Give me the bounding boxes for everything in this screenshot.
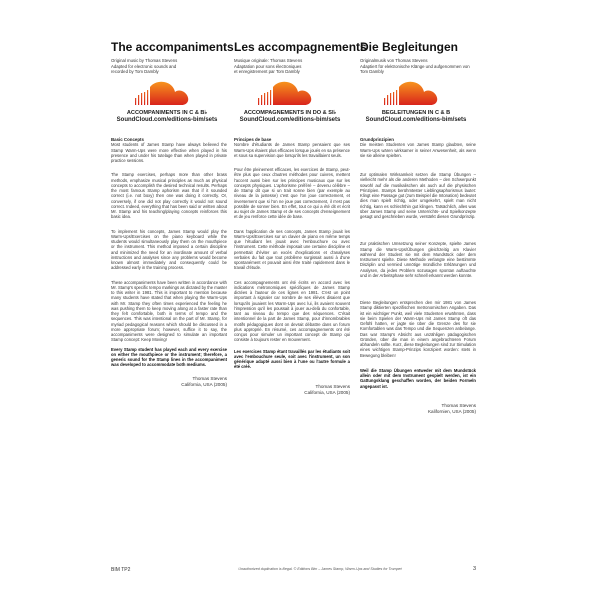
section-heading: Basic Concepts <box>111 136 144 142</box>
column-title: The accompaniments <box>111 40 234 54</box>
soundcloud-logo-icon[interactable] <box>133 81 189 105</box>
signature-place: California, USA (2005) <box>181 381 227 387</box>
soundcloud-logo-icon[interactable] <box>382 81 438 105</box>
column-french <box>234 40 367 396</box>
closing-paragraph: Les exercices Stamp étant travaillés par les étudiants soit avec l'embouchure seule, soit avec l'instrument, un son générique adapté aussi bien à l'une ou l'autre formule a été créé. <box>234 348 350 370</box>
credit-line: Adaptation pour sons électroniques <box>234 63 302 69</box>
signature-place: California, USA (2005) <box>304 389 350 395</box>
credits <box>360 58 476 75</box>
credit-line: Adapted for electronic sounds and <box>111 63 177 69</box>
paragraph: Nombre d'étudiants de James Stamp pensaient que ses Warm-Ups étaient plus efficaces lorsque joués en sa présence et sous sa supervision que lorsqu'ils les travaillaient seuls. <box>234 142 350 158</box>
credit-line: Musique originale: Thomas Stevens <box>234 58 303 63</box>
signature <box>360 403 476 415</box>
credit-line: Adaptiert für elektronische Klänge und aufgenommen von <box>360 63 470 69</box>
paragraph: Dans l'application de ses concepts, James Stamp jouait les Warm-Ups/Exercises sur un clavier de piano en même temps que l'étudiant les jouait avec l'embouchure ou avec l'instrument. Cette méthode imposait une certaine discipline et permettait d'éviter un excès d'explications et d'analyses verbales du fait que tout problème surgissait aussi à d'une spontanément et pouvait ainsi être traité rapidement dans le travail d'étude. <box>234 228 350 271</box>
paragraph: Ces accompagnements ont été écrits en accord avec les indications métronomiques spécifiques de James Stamp dictées à l'auteur de ces lignes en 1981. C'est un point important à signaler car nombre de ses élèves disaient que lorsqu'ils jouaient les Warm-Ups avec lui, ils avaient souvent l'impression qu'il les poussait à jouer au-delà du confortable, tant au niveau du tempo que des séquences. C'était intentionnel de la part de James Stamp, pour d'innombrables motifs pédagogiques dont on devrait débattre dans un forum plus approprié. En résumé, ces accompagnements ont été conçus pour simuler un important concept de Stamp qui consiste à toujours rester en mouvement. <box>234 279 350 343</box>
paragraph: These accompaniments have been written in accordance with Mr. Stamp's specific tempo markings as dictated by the master to this writer in 1981. This is important to mention because many students have stated that when playing the Warm-Ups with Mr. Stamp they often times experienced the feeling he was pushing them to keep moving along at a faster rate than they felt comfortable, both in terms of tempo and the sequences. This was intentional on the part of Mr. Stamp, for myriad pedagogical reasons which should be discussed in a more appropriate forum; however, suffice it to say, the accompaniments were designed to simulate an important Stamp concept: Keep Moving! <box>111 279 228 343</box>
credit-line: et enregistrement par Tom Dambly <box>234 69 300 75</box>
credit-line: Original music by Thomas Stevens <box>111 58 178 63</box>
paragraph: Most students of James Stamp have always believed the Stamp Warm-Ups were more effective when played in his presence and under his tutelage than when played in private practice sessions. <box>111 142 227 164</box>
paragraph: The Stamp exercises, perhaps more than other brass methods, emphasize musical principles as much as physical concepts to accomplish the desired technical results. Perhaps the most famous Stamp aphorism was that if it sounded correct (i.e. not boxy) then one was doing it correctly. Or, conversely, if one did not play correctly it would not sound correct. Indeed, everything that has been said or written about Mr. Stamp and his teaching/playing concepts reinforces this basic idea. <box>111 172 227 220</box>
page-number: 3 <box>473 566 477 572</box>
signature-place: Kalifornien, USA (2005) <box>427 408 476 414</box>
paragraph: Zur praktischen Umsetzung seiner Konzepte, spielte James Stamp die Warm-Ups/Übungen gleichzeitig am Klavier während der Student sie mit dem Mundstück oder dem Instrument spielte. Diese Methode verlangte eine bestimmte Disziplin und vermied unnötige mündliche Erklärungen und Analysen, da jedes Problem sozusagen spontan auftauchte und in der Arbeitsphase sehr schnell erkannt werden konnte. <box>360 241 476 278</box>
signature-name: Thomas Stevens <box>192 375 227 381</box>
section-heading: Principes de base <box>234 136 272 142</box>
credits <box>111 58 227 75</box>
paragraph: Zur optimalen Wirksamkeit setzen die Stamp Übungen – vielleicht mehr als die anderen Methoden – den Schwerpunkt sowohl auf die musikalischen als auch auf die physischen Prinzipien. Stamps berühmtester Lieblingsaphorismus lautet: Klingt eine Passage gut (zum Beispiel die Intonation) bedeutet dies man spielt richtig, oder umgekehrt, spielt man nicht richtig, kann es schlechthin gut klingen. Tatsächlich, alles was über James Stamp und seine Unterrichts- und Spielkonzepte gesagt und geschrieben wurde, verstärkt diesen Grundprinzip. <box>360 172 476 220</box>
signature <box>111 376 227 388</box>
soundcloud-link[interactable]: SoundCloud.com/editions-bim/sets <box>239 116 341 123</box>
copyright-notice: Unauthorized duplication is illegal. © Editions Bim – James Stamp, Warm-Ups and Studies for Trumpet <box>238 567 402 571</box>
soundcloud-logo-icon[interactable] <box>256 81 312 105</box>
column-german <box>360 40 476 415</box>
credit-line: Tom Dambly <box>360 69 384 75</box>
soundcloud-caption: ACCOMPAGNEMENTS IN DO & SI♭ <box>243 109 337 116</box>
credit-line: recorded by Tom Dambly <box>111 69 159 75</box>
signature-name: Thomas Stevens <box>441 402 476 408</box>
paragraph: To implement his concepts, James Stamp would play the Warm-Ups/Exercises on the piano keyboard while the students would simultaneously play them on the mouthpiece or the instrument. This method imposed a certain discipline and minimized the need for an inordinate amount of verbal instructions and analyses since any problems would become known almost immediately and consequently could be addressed early in the training process. <box>111 228 227 271</box>
closing-paragraph: Weil die Stamp Übungen entweder mit dem Mundstück allein oder mit dem Instrument gespielt werden, ist ein Gattungsklang geschaffen worden, der beiden Formeln angepasst ist. <box>360 367 476 389</box>
signature-name: Thomas Stevens <box>315 383 350 389</box>
credits <box>234 58 350 75</box>
soundcloud-caption: ACCOMPANIMENTS IN C & B♭ <box>126 109 208 116</box>
paragraph: Diese Begleitungen entsprechen den mir 1981 von James Stamp diktierten spezifischen metronomischen Angaben. Das ist ein wichtiger Punkt, weil viele Studenten erwähnten, dass sie beim Spielen der Warm-Ups mit James Stamp oft das Gefühl hatten, er jagte sie über die Grenze des für sie Komfortablen was das Tempo und die Sequenzen anbelange. Das war Stamp's Absicht aus unzähligen pädagogischen Gründen, über die man in einem angebrachteren Forum abhandeln sollte. Kurz, diese Begleitungen sind zur Simulation eines wichtigen Stamp-Prinzips konzipiert worden: stets in Bewegung bleiben! <box>360 300 476 358</box>
credit-line: Originalmusik von Thomas Stevens <box>360 58 428 63</box>
section-heading: Grundprinzipien <box>360 136 394 142</box>
paragraph: Pour être pleinement efficaces, les exercices de Stamp, peut-être plus que ceux d'autres méthodes pour cuivres, mettent l'accent aussi bien sur les principes musicaux que sur les concepts physiques. L'aphorisme préféré – devenu célèbre – de Stamp dit que si un trait sonne bien (par exemple au niveau de la justesse) c'est que l'on joue correctement, et inversement que si l'on ne joue pas correctement, il n'est pas possible de sonner bien. En effet, tout ce qui a été dit et écrit au sujet de James Stamp et de ses concepts d'enseignement et de jeu renforce cette idée de base. <box>234 167 350 220</box>
column-english <box>111 40 234 388</box>
column-title: Les accompagnements <box>234 40 367 54</box>
signature <box>234 384 350 396</box>
catalog-number: BIM TP2 <box>111 567 131 573</box>
column-title: Die Begleitungen <box>360 40 459 54</box>
soundcloud-link[interactable]: SoundCloud.com/editions-bim/sets <box>365 116 467 123</box>
closing-paragraph: Every Stamp student has played each and every exercise on either the mouthpiece or the instrument; therefore, a generic sound for the Stamp lines in the accompaniment was developed to accommodate both mediums. <box>111 346 227 368</box>
soundcloud-caption: BEGLEITUNGEN IN C & B <box>381 109 451 116</box>
soundcloud-link[interactable]: SoundCloud.com/editions-bim/sets <box>116 116 218 123</box>
paragraph: Die meisten Studenten von James Stamp glaubten, seine Warm-Ups wären wirksamer in seiner Anwesenheit, als wenn sie sie alleine spielten. <box>360 142 476 158</box>
